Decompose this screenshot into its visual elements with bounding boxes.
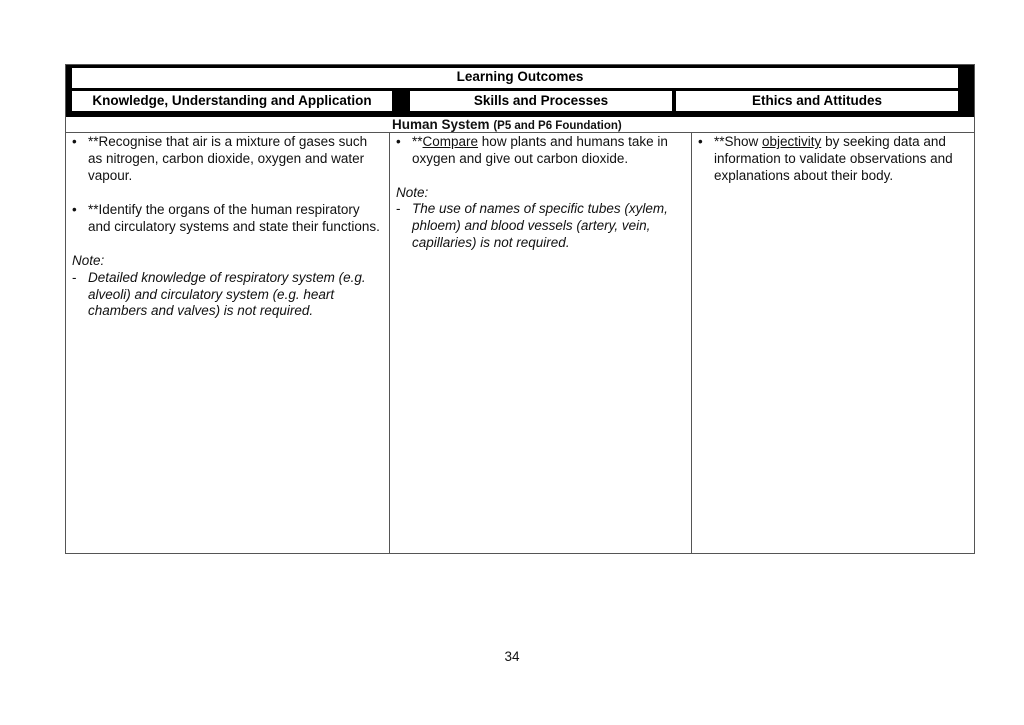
ethics-bullet-text: by seeking data and information to validate observations and explanations about their body.: [714, 134, 953, 183]
note-label: Note:: [396, 184, 429, 200]
skills-bullet-keyword: Compare: [422, 134, 479, 149]
column-header-knowledge: Knowledge, Understanding and Application: [72, 91, 392, 111]
knowledge-bullet-1: **Recognise that air is a mixture of gases such as nitrogen, carbon dioxide, oxygen and water vapour.: [88, 134, 368, 183]
note-label: Note:: [72, 252, 105, 268]
list-item: [390, 134, 691, 168]
topic-row: [66, 117, 974, 133]
list-item: [66, 134, 389, 184]
column-header-ethics: Ethics and Attitudes: [676, 91, 958, 111]
column-header-skills: Skills and Processes: [410, 91, 672, 111]
skills-bullet-prefix: **: [412, 134, 423, 149]
page-number: 34: [504, 649, 520, 664]
knowledge-column: [66, 133, 390, 553]
bullet-dot-icon: •: [72, 202, 77, 218]
ethics-bullet-prefix: **Show: [714, 134, 763, 149]
bullet-dot-icon: •: [396, 134, 401, 149]
topic-main: Human System: [392, 117, 490, 132]
note-item: [390, 201, 691, 251]
knowledge-note-1: Detailed knowledge of respiratory system (e.g. alveoli) and circulatory system (e.g. heart chambers and valves) is not required.: [88, 269, 366, 319]
bullet-dot-icon: •: [698, 134, 703, 149]
dash-icon: -: [396, 201, 401, 217]
topic-heading: [392, 117, 622, 134]
topic-subtitle: (P5 and P6 Foundation): [493, 120, 622, 132]
skills-note-1: The use of names of specific tubes (xylem, phloem) and blood vessels (artery, vein, capillaries) is not required.: [412, 201, 668, 250]
note-item: [66, 270, 389, 320]
list-item: [66, 202, 389, 236]
learning-outcomes-table: [65, 64, 975, 554]
knowledge-bullet-2: **Identify the organs of the human respiratory and circulatory systems and state their functions.: [88, 202, 380, 235]
list-item: [692, 134, 974, 184]
ethics-bullet-keyword: objectivity: [762, 134, 822, 149]
table-header: [66, 65, 974, 117]
bullet-dot-icon: •: [72, 134, 77, 149]
ethics-column: [692, 133, 974, 553]
skills-column: [390, 133, 692, 553]
table-title: Learning Outcomes: [456, 69, 584, 84]
dash-icon: -: [72, 269, 77, 285]
skills-bullet-text: how plants and humans take in oxygen and give out carbon dioxide.: [412, 134, 668, 166]
